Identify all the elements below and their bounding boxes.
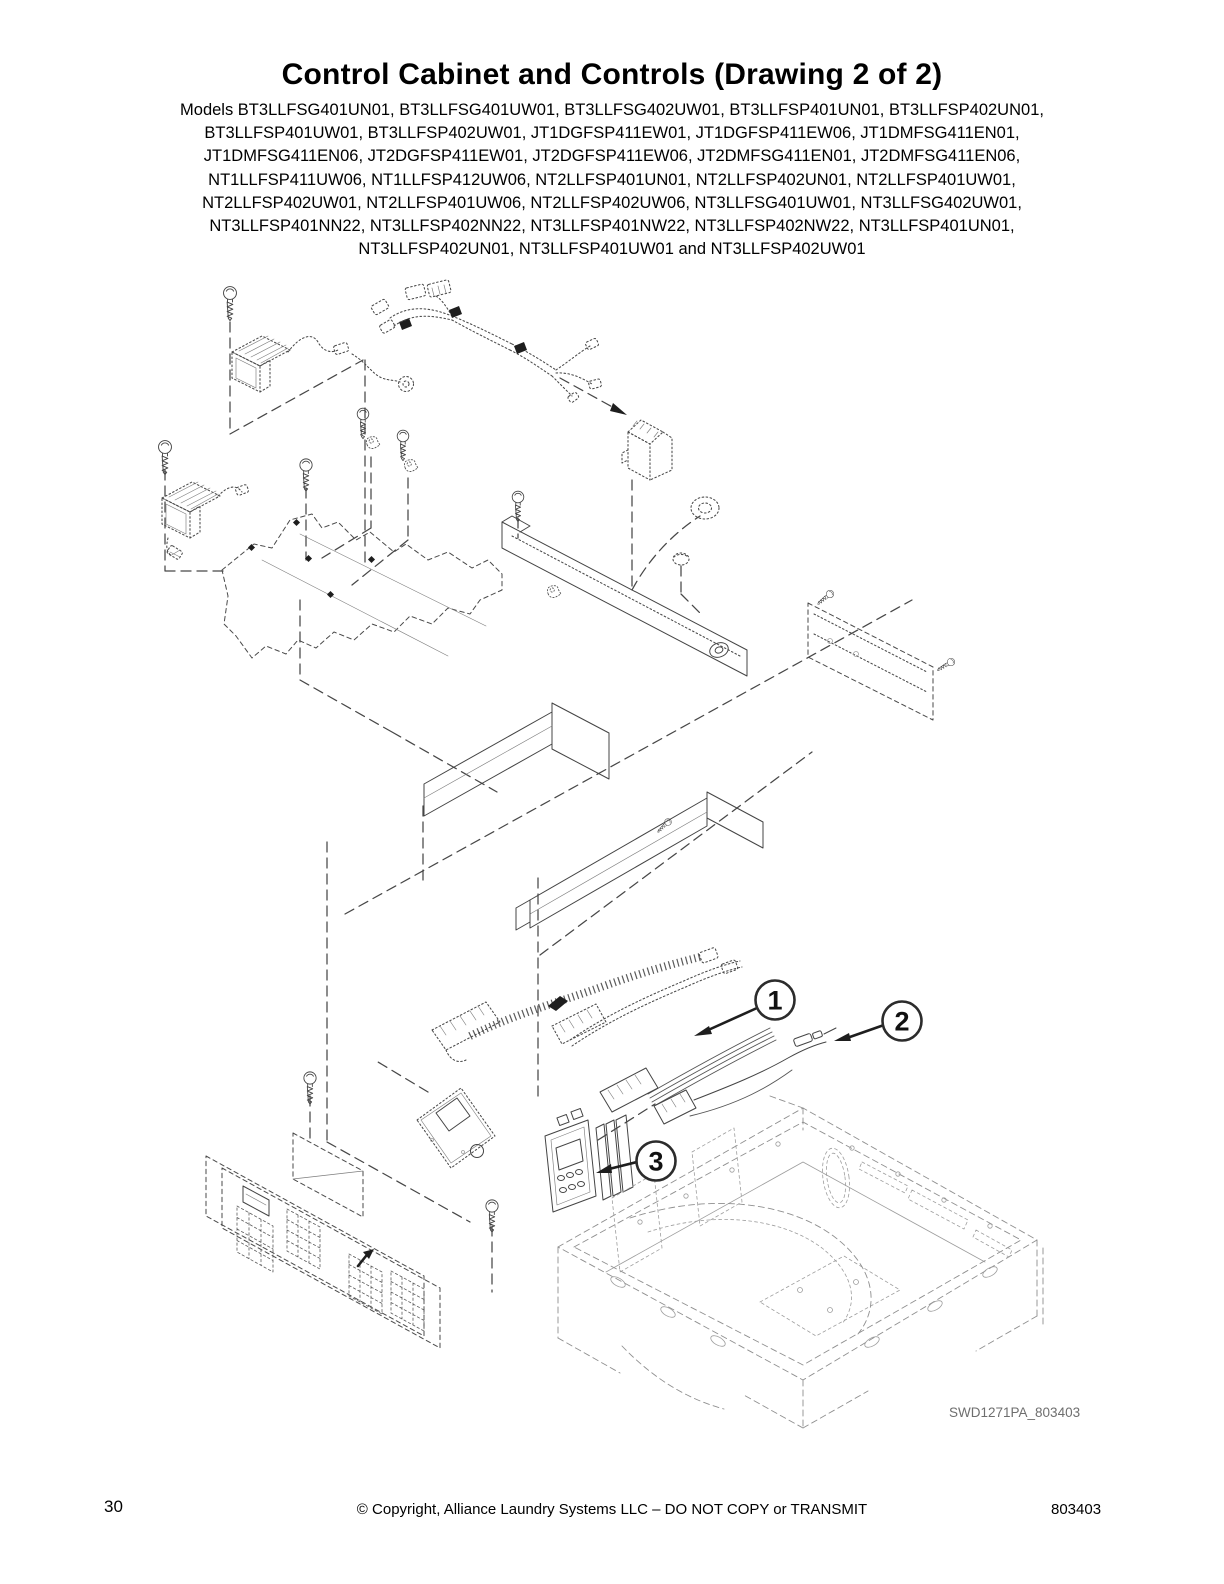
support-rail-lower bbox=[516, 792, 763, 930]
callout-2-number: 2 bbox=[894, 1006, 910, 1037]
control-panel bbox=[206, 1133, 440, 1348]
power-transformer-upper bbox=[232, 336, 414, 392]
footer-copyright: © Copyright, Alliance Laundry Systems LLC – DO NOT COPY or TRANSMIT bbox=[356, 1501, 868, 1518]
cap-plug bbox=[673, 553, 689, 565]
sensor-cable-item2 bbox=[654, 1028, 836, 1124]
models-line: Models BT3LLFSG401UN01, BT3LLFSG401UW01, BT3LLFSG402UW01, BT3LLFSP401UN01, BT3LLFSP402UN01, bbox=[180, 101, 1044, 119]
timer-module-item3 bbox=[545, 1109, 633, 1212]
models-line: NT2LLFSP402UW01, NT2LLFSP401UW06, NT2LLFSP402UW06, NT3LLFSG401UW01, NT3LLFSG402UW01, bbox=[202, 193, 1022, 212]
cabinet-body bbox=[558, 1096, 1043, 1428]
models-line: JT1DMFSG411EN06, JT2DGFSP411EW01, JT2DGFSP411EW06, JT2DMFSG411EN01, JT2DMFSG411EN06, bbox=[203, 147, 1021, 166]
harness-explode-arrow bbox=[560, 378, 627, 415]
page-title: Control Cabinet and Controls (Drawing 2 of 2) bbox=[281, 58, 943, 91]
drawing-id: SWD1271PA_803403 bbox=[949, 1405, 1081, 1420]
support-rail-upper bbox=[424, 703, 609, 816]
power-transformer-lower bbox=[162, 482, 249, 560]
rear-bracket bbox=[808, 603, 933, 720]
mounting-bracket-long bbox=[502, 516, 747, 676]
main-wire-harness bbox=[371, 280, 602, 404]
panel-start-arrow bbox=[358, 1249, 374, 1266]
control-pcb bbox=[417, 1088, 495, 1168]
grommet bbox=[691, 497, 719, 519]
models-line: BT3LLFSP401UW01, BT3LLFSP402UW01, JT1DGFSP411EW01, JT1DGFSP411EW06, JT1DMFSG411EN01, bbox=[204, 124, 1020, 143]
screw-fasteners bbox=[159, 287, 957, 1233]
ribbon-cable bbox=[432, 957, 700, 1062]
cable-clamps bbox=[366, 437, 561, 598]
keypad-grid bbox=[237, 1206, 424, 1331]
callout-1-number: 1 bbox=[767, 985, 783, 1016]
relay-block bbox=[622, 420, 672, 480]
footer-document-number: 803403 bbox=[1051, 1501, 1102, 1518]
footer-page-number: 30 bbox=[104, 1497, 123, 1516]
models-line: NT3LLFSP402UN01, NT3LLFSP401UW01 and NT3LLFSP402UW01 bbox=[358, 240, 866, 259]
callout-3-number: 3 bbox=[648, 1146, 664, 1177]
callout-1 bbox=[694, 981, 795, 1037]
wire-harness-item1 bbox=[600, 1028, 776, 1112]
models-line: NT1LLFSP411UW06, NT1LLFSP412UW06, NT2LLFSP401UN01, NT2LLFSP402UN01, NT2LLFSP401UW01, bbox=[208, 170, 1016, 189]
explode-leader-lines bbox=[165, 322, 912, 1292]
control-mounting-plate bbox=[222, 514, 502, 658]
callout-2 bbox=[834, 1002, 922, 1042]
jumper-harness bbox=[552, 947, 742, 1046]
models-line: NT3LLFSP401NN22, NT3LLFSP402NN22, NT3LLFSP401NW22, NT3LLFSP402NW22, NT3LLFSP401UN01, bbox=[209, 217, 1015, 236]
